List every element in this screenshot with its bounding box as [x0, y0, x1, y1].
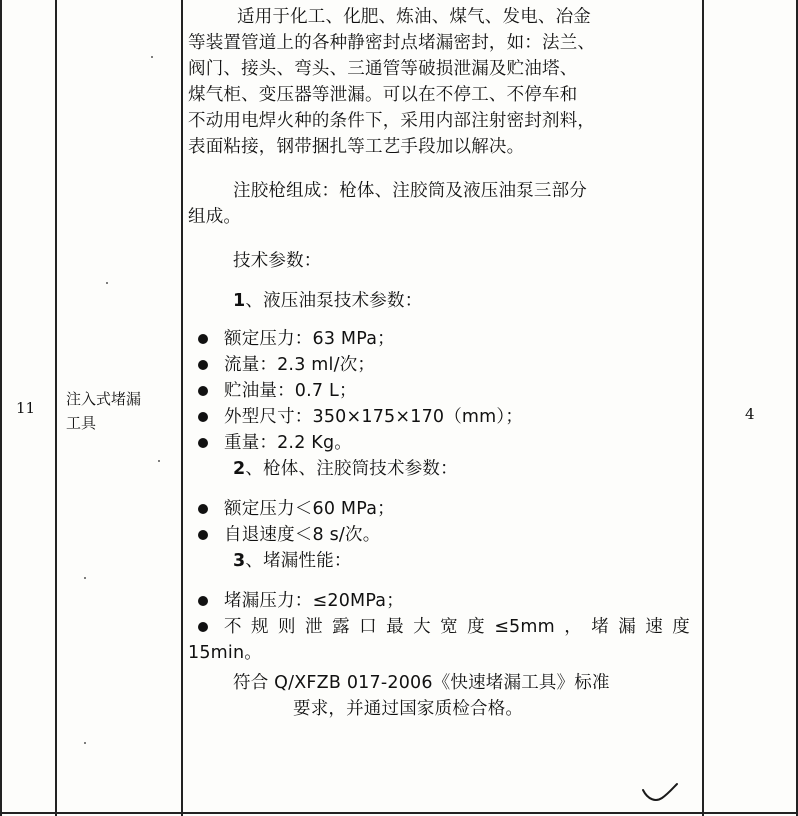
- bullet-icon: [198, 622, 208, 632]
- scan-speck: [151, 56, 153, 58]
- table-column-divider-1: [55, 0, 57, 816]
- tech-params-title: 技术参数：: [233, 251, 322, 271]
- list-item: 自退速度＜8 s/次。: [188, 522, 690, 548]
- list-item: 堵漏压力：≤20MPa；: [188, 588, 690, 614]
- tool-name-line-2: 工具: [66, 414, 97, 432]
- list-item: 外型尺寸：350×175×170（mm）；: [188, 404, 690, 430]
- intro-line: 煤气柜、变压器等泄漏。可以在不停工、不停车和: [188, 85, 578, 105]
- list-item: 额定压力＜60 MPa；: [188, 496, 690, 522]
- composition-line-1: 注胶枪组成：枪体、注胶筒及液压油泵三部分: [233, 181, 587, 201]
- handwritten-check-mark-icon: [640, 782, 680, 806]
- row-index: 11: [16, 399, 36, 417]
- section-1-heading: [188, 288, 690, 314]
- intro-line: 阀门、接头、弯头、三通管等破损泄漏及贮油塔、: [188, 59, 578, 79]
- table-left-border: [0, 0, 2, 816]
- table-column-divider-3: [702, 0, 704, 816]
- section-2-number: 2: [233, 459, 246, 479]
- bullet-icon: [198, 412, 208, 422]
- bullet-icon: [198, 360, 208, 370]
- section-1-number: 1: [233, 291, 246, 311]
- section-2-title: 、枪体、注胶筒技术参数：: [245, 459, 458, 479]
- list-item: 重量：2.2 Kg。: [188, 430, 690, 456]
- list-item-continuation: 15min。: [188, 643, 262, 663]
- standard-line-1: 符合 Q/XFZB 017-2006《快速堵漏工具》标准: [233, 673, 610, 693]
- standard-line-2: 要求，并通过国家质检合格。: [293, 699, 524, 719]
- table-right-border: [796, 0, 798, 816]
- bullet-icon: [198, 530, 208, 540]
- intro-line: 不动用电焊火种的条件下，采用内部注射密封剂料，: [188, 111, 596, 131]
- tool-name-line-1: 注入式堵漏: [66, 390, 142, 408]
- scan-speck: [84, 742, 86, 744]
- scan-speck: [106, 282, 108, 284]
- scan-speck: [84, 577, 86, 579]
- section-2-heading: [188, 456, 690, 482]
- description-cell: [188, 4, 690, 722]
- intro-line: 表面粘接，钢带捆扎等工艺手段加以解决。: [188, 137, 525, 157]
- bullet-icon: [198, 596, 208, 606]
- scan-speck: [158, 460, 160, 462]
- table-bottom-border: [0, 812, 798, 814]
- list-item: 额定压力：63 MPa；: [188, 326, 690, 352]
- list-item: 不规则泄露口最大宽度≤5mm，堵漏速度: [188, 614, 690, 640]
- list-item: 贮油量：0.7 L；: [188, 378, 690, 404]
- section-3-heading: [188, 548, 690, 574]
- table-column-divider-2: [181, 0, 183, 816]
- list-item: 流量：2.3 ml/次；: [188, 352, 690, 378]
- bullet-icon: [198, 334, 208, 344]
- tool-name: [66, 387, 176, 435]
- bullet-icon: [198, 438, 208, 448]
- bullet-icon: [198, 386, 208, 396]
- bullet-icon: [198, 504, 208, 514]
- intro-line: 等装置管道上的各种静密封点堵漏密封，如：法兰、: [188, 33, 596, 53]
- composition-line-2: 组成。: [188, 207, 242, 227]
- intro-line: 适用于化工、化肥、炼油、煤气、发电、冶金: [237, 7, 591, 27]
- section-3-number: 3: [233, 551, 246, 571]
- section-3-title: 、堵漏性能：: [245, 551, 352, 571]
- quantity: 4: [745, 405, 755, 423]
- section-1-title: 、液压油泵技术参数：: [245, 291, 423, 311]
